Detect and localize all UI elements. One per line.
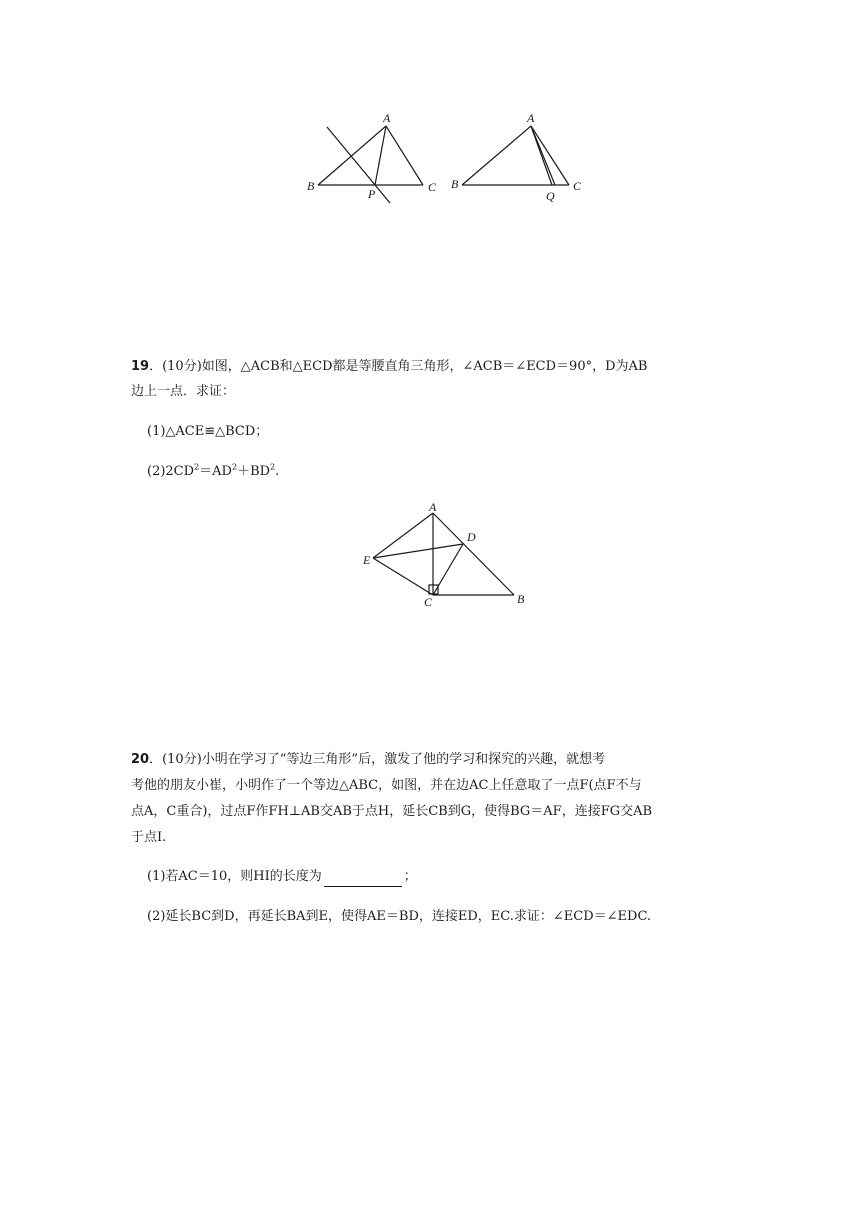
q20-part1 (147, 867, 417, 887)
label-b-left: B (307, 179, 315, 193)
q19-part2-b: ＝AD (199, 464, 232, 479)
label-b-right: B (451, 177, 459, 191)
q20-part1-suffix: ； (403, 869, 417, 884)
q19-sup-1: 2 (194, 462, 200, 472)
q20-line2: 考他的朋友小崔，小明作了一个等边△ABC，如图，并在边AC上任意取了一点F(点F不与 (131, 778, 642, 793)
label-a-left: A (383, 111, 391, 125)
label-a: A (429, 500, 437, 514)
label-b: B (517, 592, 525, 606)
label-d: D (467, 530, 476, 544)
q19-part2-d: . (275, 464, 280, 479)
q20-line1 (131, 750, 605, 770)
q20-line1-text: ．(10分)小明在学习了“等边三角形”后，激发了他的学习和探究的兴趣，就想考 (149, 752, 606, 767)
label-a-right: A (527, 111, 535, 125)
q20-number: 20 (131, 752, 150, 767)
q20-part2: (2)延长BC到D，再延长BA到E，使得AE＝BD，连接ED，EC.求证：∠ECD＝∠EDC. (147, 909, 652, 924)
q19-intro-cont: 边上一点．求证： (131, 384, 236, 399)
q19-part2 (147, 462, 279, 482)
figure-triangles-p-q (300, 108, 600, 208)
label-c-left: C (428, 180, 437, 194)
q20-line4: 于点I. (131, 830, 167, 845)
q20-part1-text: (1)若AC＝10，则HI的长度为 (147, 869, 322, 884)
label-c-right: C (573, 179, 582, 193)
q19-number: 19 (131, 359, 150, 374)
label-q: Q (546, 189, 555, 203)
q19-intro-text: ．(10分)如图，△ACB和△ECD都是等腰直角三角形，∠ACB＝∠ECD＝90°，D为AB (149, 359, 648, 374)
label-p: P (368, 187, 376, 201)
q19-part1: (1)△ACE≌△BCD； (147, 424, 269, 439)
q19-intro (131, 357, 647, 377)
q19-sup-3: 2 (270, 462, 276, 472)
label-c: C (424, 595, 433, 609)
q20-line3: 点A，C重合)，过点F作FH⊥AB交AB于点H，延长CB到G，使得BG＝AF，连接FG交AB (131, 804, 653, 819)
q19-part2-c: ＋BD (237, 464, 271, 479)
q19-part2-a: (2)2CD (147, 464, 195, 479)
label-e: E (363, 553, 371, 567)
q19-sup-2: 2 (231, 462, 238, 472)
answer-blank[interactable] (324, 872, 402, 887)
figure-isosceles-right-triangles (355, 495, 535, 610)
